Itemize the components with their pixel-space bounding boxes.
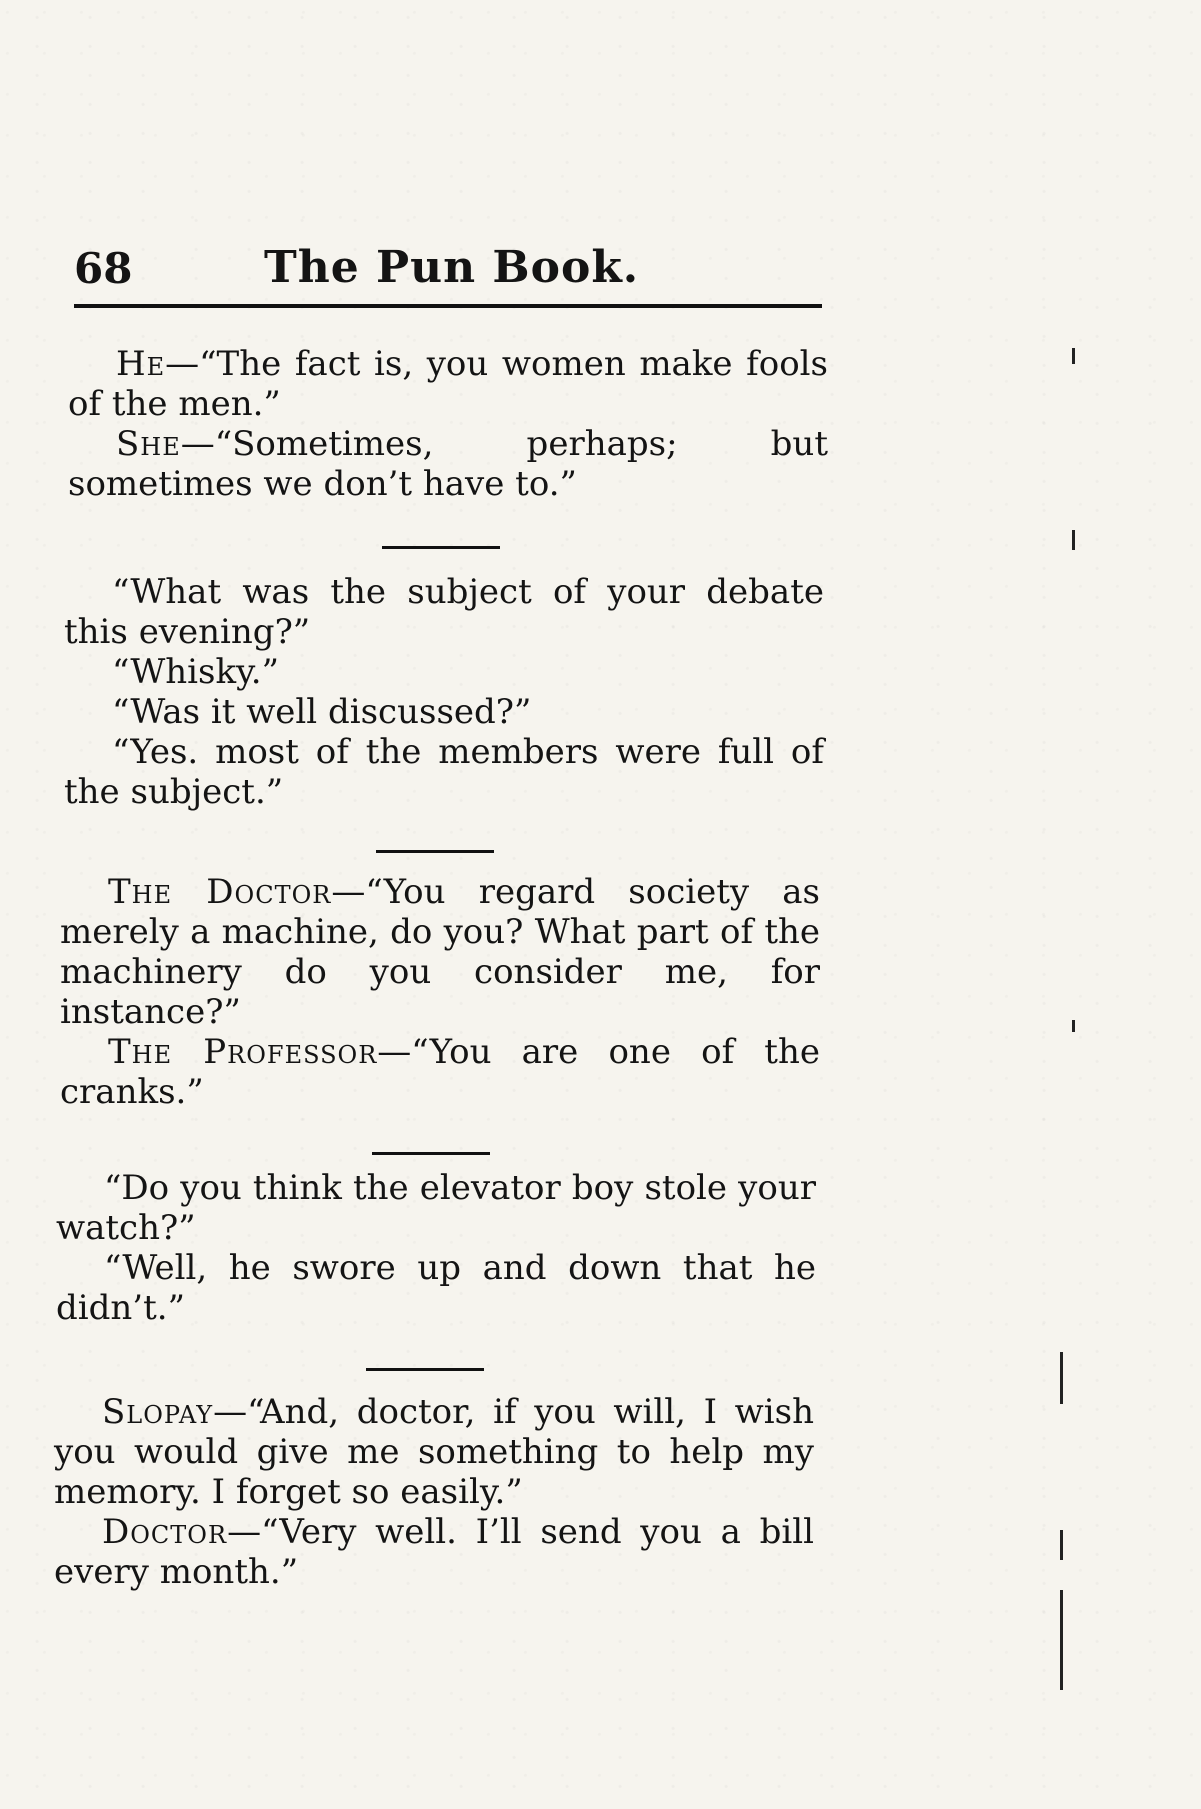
- joke-paragraph: [64, 572, 824, 652]
- dialogue-text: —“The fact is, you women make fools of the men.”: [68, 344, 828, 424]
- dialogue-text: “Do you think the elevator boy stole your watch?”: [56, 1168, 816, 1248]
- joke-paragraph: [56, 1248, 816, 1328]
- speaker-name: Slopay: [102, 1392, 214, 1432]
- scan-mark: [1072, 348, 1075, 364]
- dialogue-text: “Well, he swore up and down that he didn’t.”: [56, 1248, 816, 1328]
- dialogue-text: “What was the subject of your debate this evening?”: [64, 572, 824, 652]
- scan-mark: [1072, 1020, 1075, 1032]
- joke-1: [68, 344, 828, 504]
- header-rule: [74, 304, 822, 308]
- speaker-name: She: [116, 424, 181, 464]
- speaker-name: The Doctor: [108, 872, 332, 912]
- scan-mark: [1060, 1590, 1063, 1690]
- dialogue-text: —“Very well. I’ll send you a bill every month.”: [54, 1512, 814, 1592]
- dialogue-text: —“And, doctor, if you will, I wish you would give me something to help my memory. I forget so easily.”: [54, 1392, 814, 1512]
- dialogue-text: “Yes. most of the members were full of the subject.”: [64, 732, 824, 812]
- dialogue-text: —“You are one of the cranks.”: [60, 1032, 820, 1112]
- joke-4: [56, 1168, 816, 1328]
- joke-paragraph: [60, 872, 820, 1032]
- joke-paragraph: [68, 424, 828, 504]
- scan-mark: [1072, 530, 1075, 550]
- joke-paragraph: [64, 652, 824, 692]
- joke-5: [54, 1392, 814, 1592]
- joke-paragraph: [56, 1168, 816, 1248]
- speaker-name: Doctor: [102, 1512, 228, 1552]
- joke-paragraph: [54, 1392, 814, 1512]
- joke-3: [60, 872, 820, 1112]
- joke-paragraph: [64, 732, 824, 812]
- dialogue-text: —“Sometimes, perhaps; but sometimes we don’t have to.”: [68, 424, 828, 504]
- section-divider: [366, 1368, 484, 1371]
- dialogue-text: “Whisky.”: [112, 652, 279, 692]
- joke-paragraph: [64, 692, 824, 732]
- scan-mark: [1060, 1530, 1063, 1560]
- section-divider: [372, 1152, 490, 1155]
- page-number: 68: [74, 244, 133, 293]
- scan-mark: [1060, 1352, 1063, 1404]
- section-divider: [376, 850, 494, 853]
- section-divider: [382, 546, 500, 549]
- running-title: The Pun Book.: [264, 242, 640, 293]
- joke-paragraph: [54, 1512, 814, 1592]
- joke-paragraph: [60, 1032, 820, 1112]
- joke-paragraph: [68, 344, 828, 424]
- speaker-name: The Professor: [108, 1032, 378, 1072]
- joke-2: [64, 572, 824, 812]
- dialogue-text: —“You regard society as merely a machine, do you? What part of the machinery do you consider me, for instance?”: [60, 872, 820, 1032]
- page-header: [74, 240, 822, 304]
- speaker-name: He: [116, 344, 166, 384]
- dialogue-text: “Was it well discussed?”: [112, 692, 532, 732]
